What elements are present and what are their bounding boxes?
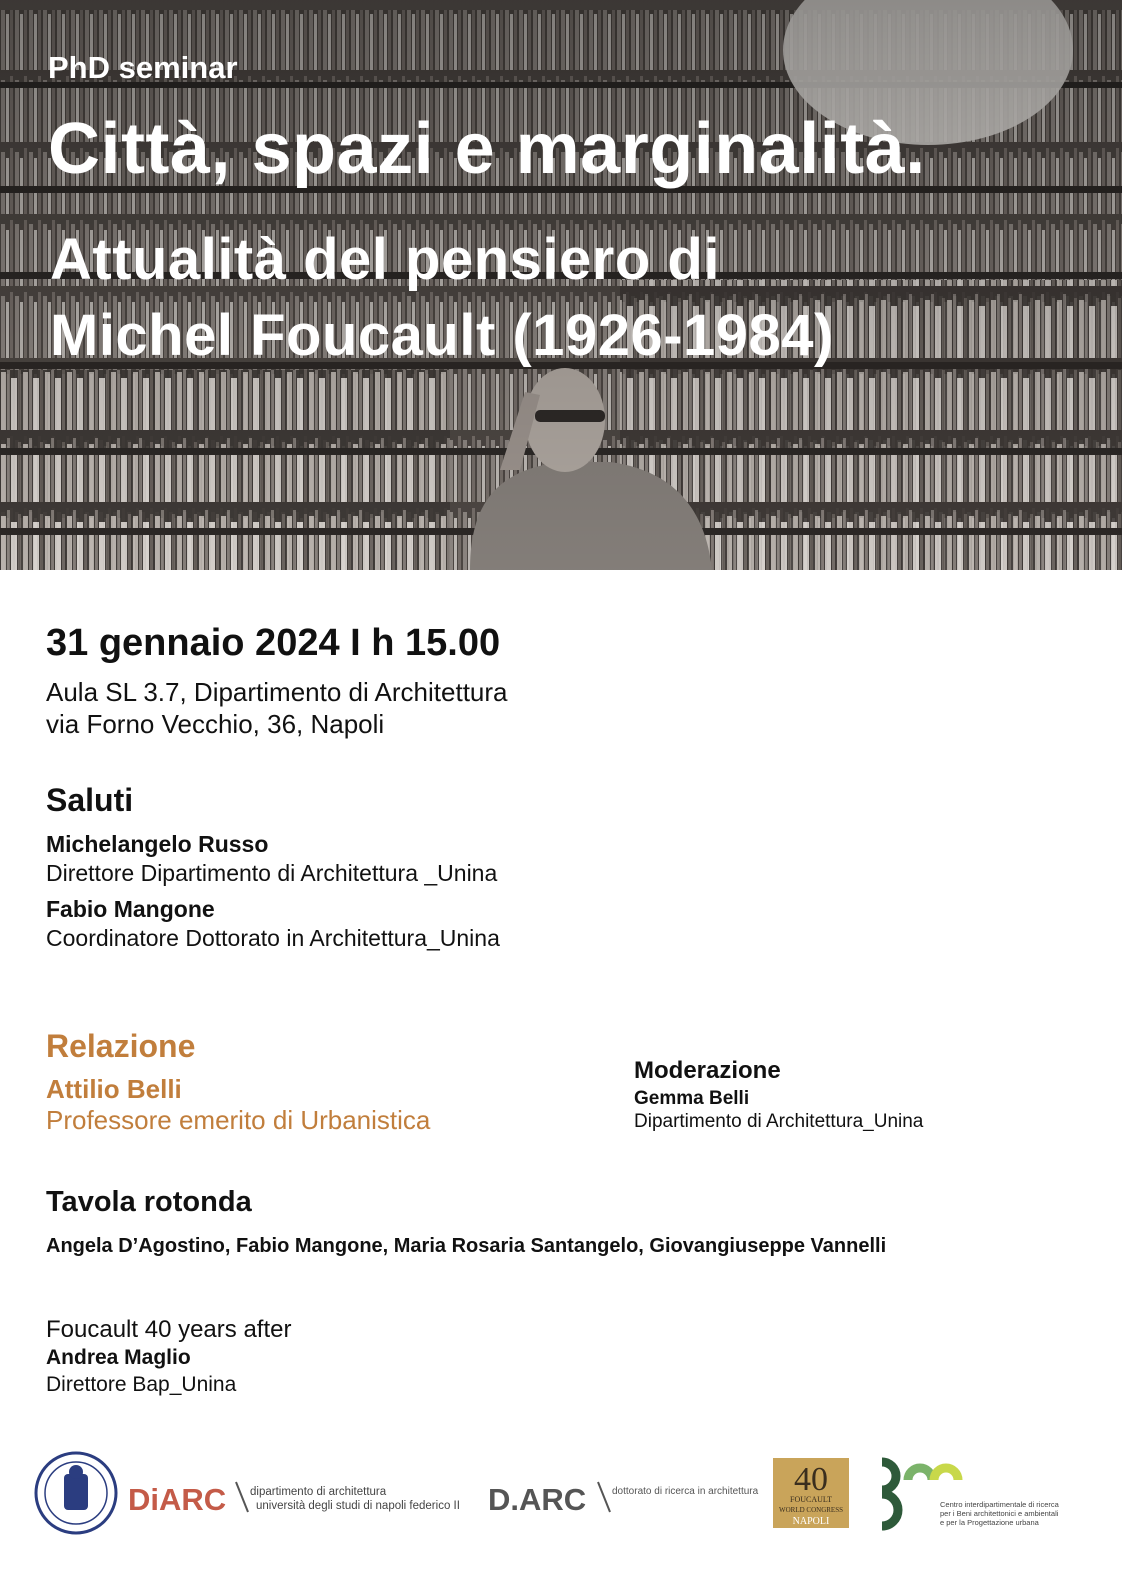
bap-line: e per la Progettazione urbana	[940, 1518, 1039, 1527]
darc-logo: D.ARC	[488, 1482, 587, 1517]
event-datetime: 31 gennaio 2024 I h 15.00	[46, 622, 501, 664]
tavola-participants: Angela D’Agostino, Fabio Mangone, Maria Rosaria Santangelo, Giovangiuseppe Vannelli	[46, 1235, 887, 1257]
relazione-heading: Relazione	[46, 1028, 196, 1064]
saluti-role: Coordinatore Dottorato in Architettura_Unina	[46, 925, 500, 951]
saluti-name: Michelangelo Russo	[46, 831, 269, 857]
svg-text:NAPOLI: NAPOLI	[792, 1516, 830, 1527]
foucault40-logo	[773, 1458, 849, 1528]
subtitle-line: Michel Foucault (1926-1984)	[50, 303, 834, 368]
relazione-role: Professore emerito di Urbanistica	[46, 1105, 431, 1135]
diarc-logo: DiARC	[128, 1482, 227, 1517]
seminar-subtitle	[50, 222, 834, 374]
seminar-kicker: PhD seminar	[48, 50, 238, 85]
closing-title: Foucault 40 years after	[46, 1316, 292, 1343]
bap-line: Centro interdipartimentale di ricerca	[940, 1500, 1059, 1509]
bap-line: per i Beni architettonici e ambientali	[940, 1509, 1059, 1518]
moderazione-heading: Moderazione	[634, 1057, 781, 1084]
diarc-line: dipartimento di architettura	[250, 1486, 387, 1498]
svg-text:40: 40	[794, 1461, 828, 1498]
venue-line: Aula SL 3.7, Dipartimento di Architettura	[46, 677, 508, 707]
unina-seal-icon	[36, 1453, 116, 1533]
tavola-heading: Tavola rotonda	[46, 1186, 252, 1218]
svg-text:FOUCAULT: FOUCAULT	[790, 1495, 832, 1504]
venue-line: via Forno Vecchio, 36, Napoli	[46, 709, 385, 739]
darc-text: dottorato di ricerca in architettura	[612, 1486, 759, 1497]
moderazione-role: Dipartimento di Architettura_Unina	[634, 1111, 924, 1132]
logos-svg	[0, 1450, 1122, 1550]
moderazione-name: Gemma Belli	[634, 1088, 750, 1109]
event-venue	[46, 676, 508, 740]
seminar-title: Città, spazi e marginalità.	[48, 109, 926, 189]
svg-text:WORLD CONGRESS: WORLD CONGRESS	[779, 1506, 843, 1514]
logo-strip	[0, 1450, 1122, 1550]
closing-name: Andrea Maglio	[46, 1346, 191, 1369]
closing-role: Direttore Bap_Unina	[46, 1373, 237, 1396]
relazione-name: Attilio Belli	[46, 1074, 182, 1104]
saluti-heading: Saluti	[46, 782, 134, 818]
saluti-role: Direttore Dipartimento di Architettura _Unina	[46, 860, 498, 886]
hero-banner	[0, 0, 1122, 570]
diarc-line: università degli studi di napoli federico II	[256, 1500, 460, 1512]
subtitle-line: Attualità del pensiero di	[50, 227, 720, 292]
saluti-name: Fabio Mangone	[46, 896, 215, 922]
